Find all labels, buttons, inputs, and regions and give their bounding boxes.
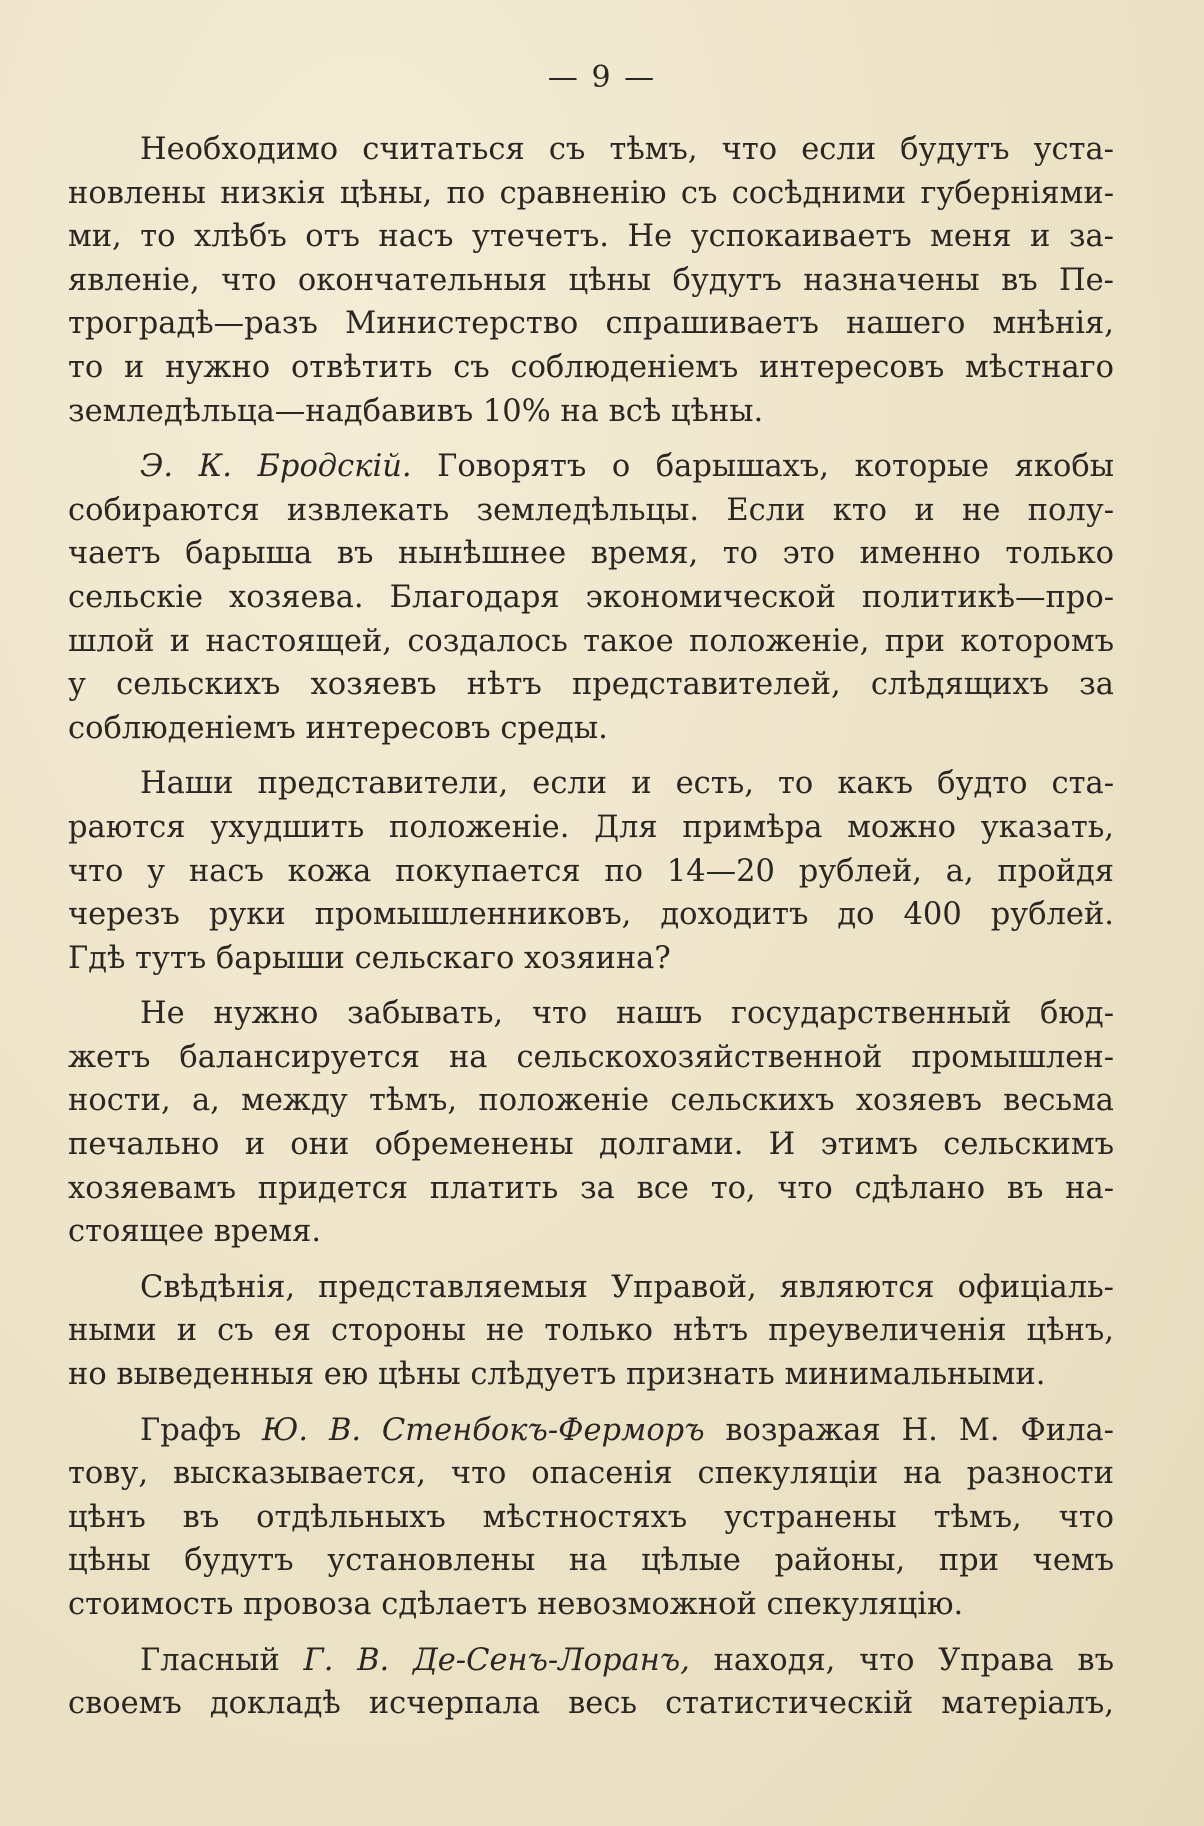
text-line: но выведенныя ею цѣны слѣдуетъ признать минимальными. bbox=[68, 1357, 1046, 1393]
text-line: земледѣльца—надбавивъ 10% на всѣ цѣны. bbox=[68, 393, 764, 429]
text-line: цѣны будутъ установлены на цѣлые районы, при чемъ bbox=[68, 1543, 1114, 1579]
text-line: раются ухудшить положеніе. Для примѣра можно указать, bbox=[68, 809, 1114, 845]
speaker-name: Ю. В. Стенбокъ-Ферморъ bbox=[262, 1412, 705, 1448]
text-line: новлены низкія цѣны, по сравненію съ сосѣдними губерніями- bbox=[68, 175, 1114, 211]
text-line: хозяевамъ придется платить за все то, что сдѣлано въ на- bbox=[68, 1170, 1114, 1206]
text-line: черезъ руки промышленниковъ, доходитъ до 400 рублей. bbox=[68, 897, 1114, 933]
text-line: Необходимо считаться съ тѣмъ, что если будутъ уста- bbox=[140, 132, 1114, 167]
text-line: ности, а, между тѣмъ, положеніе сельскихъ хозяевъ весьма bbox=[68, 1083, 1114, 1119]
paragraph bbox=[68, 1409, 1114, 1627]
text-line: троградѣ—разъ Министерство спрашиваетъ нашего мнѣнія, bbox=[68, 306, 1114, 342]
text-line: стоимость провоза сдѣлаетъ невозможной спекуляцію. bbox=[68, 1587, 964, 1622]
speaker-name: Э. К. Бродскій. bbox=[140, 449, 412, 485]
text-line: сельскіе хозяева. Благодаря экономической политикѣ—про- bbox=[68, 579, 1114, 615]
text-line: чаетъ барыша въ нынѣшнее время, то это именно только bbox=[68, 536, 1114, 572]
line-text: находя, что Управа въ bbox=[689, 1642, 1114, 1678]
text-line: Свѣдѣнія, представляемыя Управой, являются офиціаль- bbox=[140, 1269, 1114, 1305]
text-line: соблюденіемъ интересовъ среды. bbox=[68, 710, 608, 746]
text-line bbox=[68, 1409, 1114, 1453]
speaker-name: Г. В. Де-Сенъ-Лоранъ, bbox=[303, 1642, 690, 1678]
text-line: печально и они обременены долгами. И этимъ сельскимъ bbox=[68, 1127, 1114, 1163]
text-line: своемъ докладѣ исчерпала весь статистическій матеріалъ, bbox=[68, 1686, 1114, 1722]
text-line: явленіе, что окончательныя цѣны будутъ назначены въ Пе- bbox=[68, 262, 1114, 298]
paragraph bbox=[68, 1639, 1114, 1726]
text-line: что у насъ кожа покупается по 14—20 рублей, а, пройдя bbox=[68, 853, 1114, 889]
text-line bbox=[68, 445, 1114, 489]
text-line: жетъ балансируется на сельскохозяйственной промышлен- bbox=[68, 1039, 1114, 1075]
text-line: цѣнъ въ отдѣльныхъ мѣстностяхъ устранены тѣмъ, что bbox=[68, 1499, 1114, 1535]
text-body bbox=[68, 128, 1114, 1738]
text-line: у сельскихъ хозяевъ нѣтъ представителей, слѣдящихъ за bbox=[68, 667, 1114, 703]
paragraph bbox=[68, 128, 1114, 433]
text-line: собираются извлекать земледѣльцы. Если кто и не полу- bbox=[68, 492, 1114, 528]
text-line: шлой и настоящей, создалось такое положеніе, при которомъ bbox=[68, 623, 1114, 659]
paragraph bbox=[68, 992, 1114, 1254]
text-line: стоящее время. bbox=[68, 1214, 322, 1250]
line-text: Графъ bbox=[140, 1412, 263, 1448]
paragraph bbox=[68, 762, 1114, 980]
page-number: — 9 — bbox=[547, 60, 657, 95]
text-line: Не нужно забывать, что нашъ государственный бюд- bbox=[140, 996, 1114, 1032]
paragraph bbox=[68, 1266, 1114, 1397]
text-line: тову, высказывается, что опасенія спекуляціи на разности bbox=[68, 1456, 1114, 1492]
paragraph bbox=[68, 445, 1114, 750]
line-text: Гласный bbox=[140, 1642, 304, 1678]
line-text: Говорятъ о барышахъ, которые якобы bbox=[411, 449, 1114, 485]
text-line bbox=[68, 1639, 1114, 1683]
text-line: ными и съ ея стороны не только нѣтъ преувеличенія цѣнъ, bbox=[68, 1313, 1114, 1349]
text-line: ми, то хлѣбъ отъ насъ утечетъ. Не успокаиваетъ меня и за- bbox=[68, 219, 1114, 255]
text-line: Наши представители, если и есть, то какъ будто ста- bbox=[140, 766, 1114, 802]
text-line: Гдѣ тутъ барыши сельскаго хозяина? bbox=[68, 940, 671, 976]
line-text: возражая Н. М. Фила- bbox=[704, 1412, 1114, 1448]
text-line: то и нужно отвѣтить съ соблюденіемъ интересовъ мѣстнаго bbox=[68, 349, 1114, 385]
